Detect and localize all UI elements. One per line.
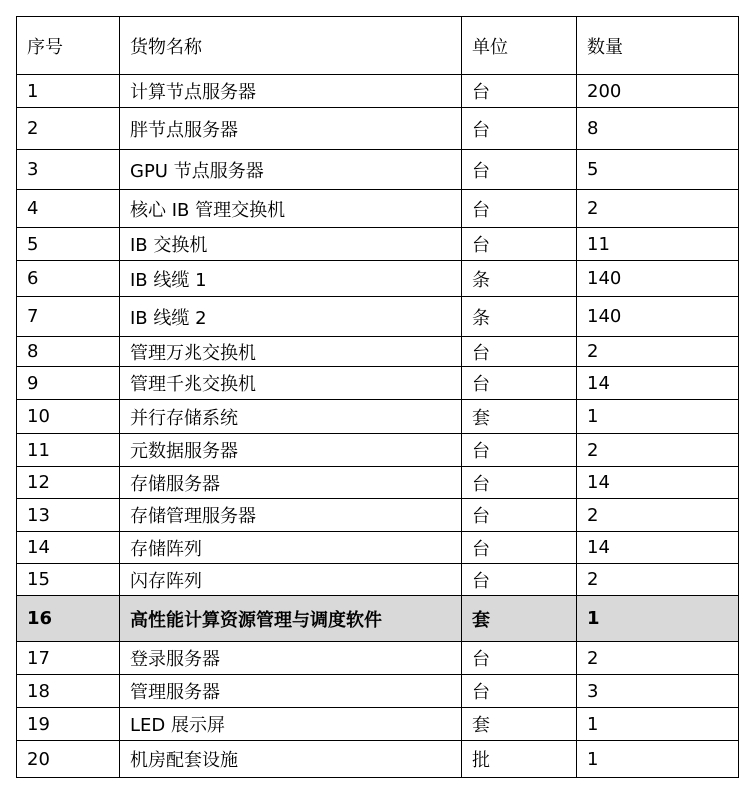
cell-serial: 14 <box>17 532 120 564</box>
cell-quantity: 5 <box>577 150 739 190</box>
cell-unit: 台 <box>462 467 577 499</box>
header-quantity: 数量 <box>577 17 739 75</box>
cell-goods-name: 存储服务器 <box>120 467 462 499</box>
table-row <box>17 596 739 642</box>
cell-unit: 批 <box>462 741 577 778</box>
cell-quantity: 2 <box>577 499 739 532</box>
cell-goods-name: 存储管理服务器 <box>120 499 462 532</box>
cell-unit: 台 <box>462 337 577 367</box>
cell-unit: 台 <box>462 190 577 228</box>
cell-quantity: 14 <box>577 367 739 400</box>
table-body <box>17 75 739 778</box>
cell-unit: 台 <box>462 108 577 150</box>
cell-serial: 13 <box>17 499 120 532</box>
cell-quantity: 2 <box>577 434 739 467</box>
cell-goods-name: 登录服务器 <box>120 642 462 675</box>
cell-goods-name: 管理服务器 <box>120 675 462 708</box>
cell-goods-name: 元数据服务器 <box>120 434 462 467</box>
table-row <box>17 434 739 467</box>
cell-serial: 4 <box>17 190 120 228</box>
table-row <box>17 150 739 190</box>
header-serial: 序号 <box>17 17 120 75</box>
cell-quantity: 2 <box>577 564 739 596</box>
cell-quantity: 11 <box>577 228 739 261</box>
cell-serial: 3 <box>17 150 120 190</box>
cell-serial: 16 <box>17 596 120 642</box>
table-row <box>17 467 739 499</box>
cell-serial: 20 <box>17 741 120 778</box>
header-goods-name: 货物名称 <box>120 17 462 75</box>
cell-quantity: 1 <box>577 708 739 741</box>
cell-quantity: 8 <box>577 108 739 150</box>
cell-quantity: 14 <box>577 467 739 499</box>
table-row <box>17 337 739 367</box>
cell-serial: 8 <box>17 337 120 367</box>
cell-goods-name: 胖节点服务器 <box>120 108 462 150</box>
table-row <box>17 642 739 675</box>
cell-serial: 12 <box>17 467 120 499</box>
cell-serial: 18 <box>17 675 120 708</box>
cell-serial: 6 <box>17 261 120 297</box>
cell-unit: 套 <box>462 708 577 741</box>
table-row <box>17 367 739 400</box>
cell-goods-name: LED 展示屏 <box>120 708 462 741</box>
cell-goods-name: 核心 IB 管理交换机 <box>120 190 462 228</box>
cell-goods-name: 计算节点服务器 <box>120 75 462 108</box>
cell-goods-name: 机房配套设施 <box>120 741 462 778</box>
cell-unit: 条 <box>462 261 577 297</box>
cell-goods-name: GPU 节点服务器 <box>120 150 462 190</box>
table-row <box>17 741 739 778</box>
cell-goods-name: 闪存阵列 <box>120 564 462 596</box>
cell-quantity: 140 <box>577 297 739 337</box>
cell-quantity: 140 <box>577 261 739 297</box>
table-row <box>17 297 739 337</box>
cell-serial: 11 <box>17 434 120 467</box>
cell-unit: 套 <box>462 400 577 434</box>
table-row <box>17 75 739 108</box>
cell-quantity: 2 <box>577 190 739 228</box>
cell-goods-name: 管理千兆交换机 <box>120 367 462 400</box>
cell-quantity: 14 <box>577 532 739 564</box>
cell-serial: 17 <box>17 642 120 675</box>
cell-quantity: 1 <box>577 596 739 642</box>
cell-serial: 7 <box>17 297 120 337</box>
cell-unit: 台 <box>462 228 577 261</box>
table-row <box>17 261 739 297</box>
cell-unit: 台 <box>462 642 577 675</box>
cell-unit: 条 <box>462 297 577 337</box>
cell-serial: 10 <box>17 400 120 434</box>
table-row <box>17 228 739 261</box>
cell-serial: 19 <box>17 708 120 741</box>
cell-unit: 台 <box>462 532 577 564</box>
cell-goods-name: 管理万兆交换机 <box>120 337 462 367</box>
cell-serial: 5 <box>17 228 120 261</box>
table-row <box>17 499 739 532</box>
cell-quantity: 2 <box>577 337 739 367</box>
cell-unit: 台 <box>462 75 577 108</box>
cell-unit: 台 <box>462 675 577 708</box>
table-row <box>17 708 739 741</box>
table-header-row <box>17 17 739 75</box>
cell-quantity: 3 <box>577 675 739 708</box>
table-row <box>17 190 739 228</box>
header-unit: 单位 <box>462 17 577 75</box>
cell-quantity: 200 <box>577 75 739 108</box>
cell-quantity: 1 <box>577 400 739 434</box>
cell-quantity: 2 <box>577 642 739 675</box>
table-row <box>17 675 739 708</box>
cell-goods-name: IB 线缆 1 <box>120 261 462 297</box>
cell-serial: 2 <box>17 108 120 150</box>
cell-unit: 台 <box>462 499 577 532</box>
cell-unit: 套 <box>462 596 577 642</box>
cell-unit: 台 <box>462 367 577 400</box>
table-row <box>17 564 739 596</box>
table-row <box>17 532 739 564</box>
cell-unit: 台 <box>462 434 577 467</box>
cell-goods-name: IB 线缆 2 <box>120 297 462 337</box>
cell-quantity: 1 <box>577 741 739 778</box>
cell-serial: 15 <box>17 564 120 596</box>
cell-serial: 9 <box>17 367 120 400</box>
cell-unit: 台 <box>462 150 577 190</box>
cell-unit: 台 <box>462 564 577 596</box>
cell-goods-name: 高性能计算资源管理与调度软件 <box>120 596 462 642</box>
table-row <box>17 108 739 150</box>
cell-goods-name: IB 交换机 <box>120 228 462 261</box>
goods-table <box>16 16 739 778</box>
table-row <box>17 400 739 434</box>
cell-serial: 1 <box>17 75 120 108</box>
cell-goods-name: 存储阵列 <box>120 532 462 564</box>
cell-goods-name: 并行存储系统 <box>120 400 462 434</box>
